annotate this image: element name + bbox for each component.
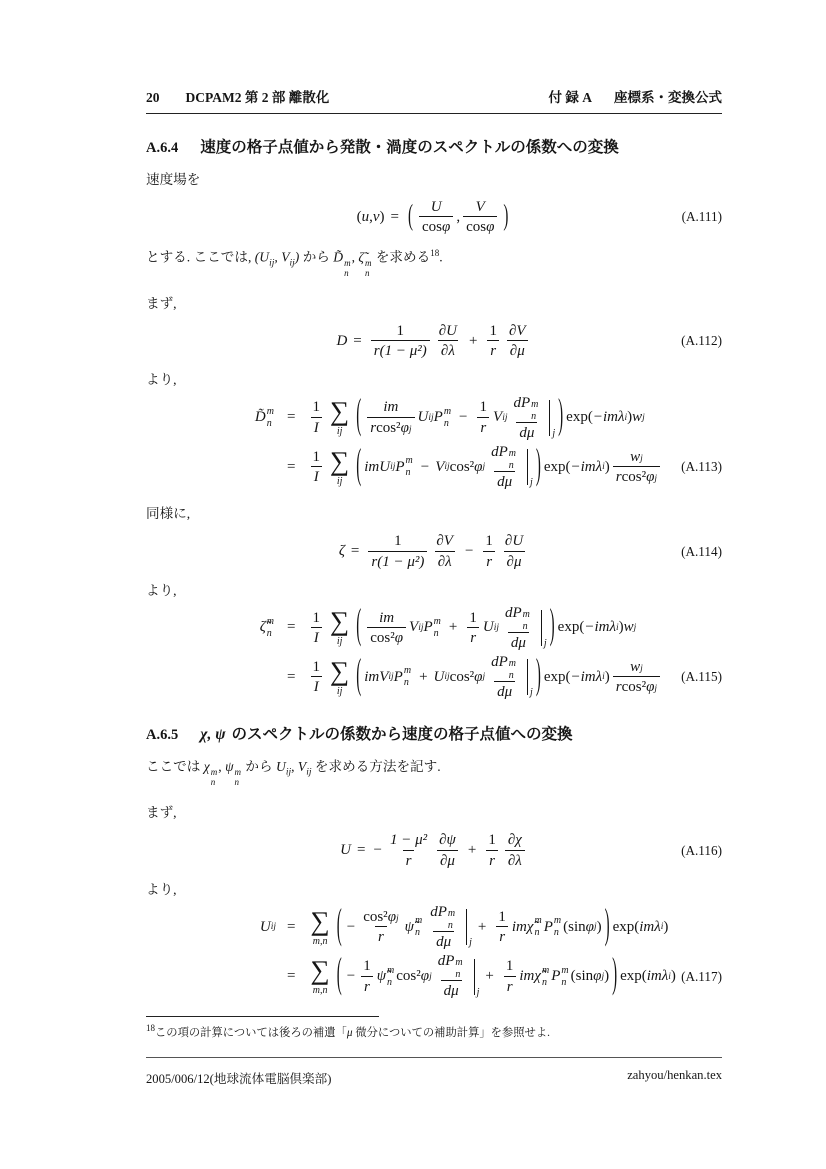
footnote-text: $^{18}$この項の計算については後ろの補遺「μ 微分についての補助計算」を参照せよ. (146, 1023, 550, 1039)
equation-a117 (228, 903, 722, 1001)
big-paren: ( (336, 952, 342, 998)
equation-tag: (A.116) (681, 842, 722, 858)
fraction: ∂χ ∂λ (505, 831, 525, 870)
equation-tag: (A.111) (681, 209, 722, 225)
fraction: $\frac{1}{r}$ (466, 609, 480, 648)
section-title: のスペクトルの係数から速度の格子点値への変換 (231, 726, 573, 744)
supsub-mn: m n (266, 405, 274, 429)
big-paren: ) (503, 200, 509, 233)
fraction: dP m n dμ (504, 604, 530, 651)
equation-line: = $\frac{1}{I}$ ∑ ij ( im V ij P m n + U ij cos² φ j dP m n dμ j ) exp ( −imλ i ) w j r cos² φ j (A.115) (287, 653, 722, 701)
section-title-math: χ, ψ (200, 726, 226, 744)
big-paren: ) (558, 393, 564, 439)
paragraph-douyou: 同様に, (146, 506, 191, 522)
fraction: w j r cos² φ j (613, 448, 660, 487)
fraction: dP m n dμ (513, 394, 539, 441)
eval-at-bar: j (527, 449, 533, 485)
page-number: 20 (146, 90, 160, 105)
equation-tag: (A.117) (681, 968, 722, 984)
section-number: A.6.4 (146, 140, 179, 156)
fraction: dP m n dμ (430, 904, 456, 951)
eval-at-bar: j (466, 909, 472, 945)
paragraph-velocity-field: 速度場を (146, 172, 201, 187)
fraction: $\frac{1}{r}$ (503, 957, 517, 996)
equation-a116: U = − $\frac{\text{1 − μ²}}{r}$ ∂ψ ∂μ + $\frac{1}{r}$ ∂χ ∂λ (A.116) (340, 832, 722, 869)
fraction: $\frac{1}{I}$ (312, 399, 320, 436)
footnote-reference: 18 (430, 248, 440, 259)
equation-tag: (A.112) (681, 333, 722, 349)
supsub-mn: m n (344, 257, 351, 278)
big-paren: ( (356, 443, 362, 488)
fraction: $\frac{1}{r}$ (485, 831, 499, 870)
header-right-title: 座標系・変換公式 (614, 90, 722, 105)
fraction: $\frac{\text{1 − μ²}}{r}$ (389, 832, 428, 869)
fraction: dP m n dμ (437, 953, 463, 1000)
fraction: $\frac{1}{I}$ (312, 609, 320, 646)
big-paren: ( (408, 200, 413, 233)
eval-at-bar: j (549, 400, 555, 436)
page-footer (146, 1057, 722, 1087)
equation-tag: (A.113) (681, 459, 722, 474)
equation-a114: ζ = $\frac{1}{\text{r(1 − μ²)}}$ ∂V ∂λ − $\frac{1}{r}$ ∂U ∂μ (A.114) (338, 533, 722, 570)
fraction: dP m n dμ (491, 443, 517, 490)
page-header (146, 86, 722, 114)
fraction: dP m n dμ (491, 654, 517, 701)
big-paren: ( (356, 604, 362, 649)
fraction: $\frac{1}{\text{r(1 − μ²)}}$ (371, 322, 430, 361)
big-paren: ( (356, 393, 362, 439)
footnote-marker: 18 (146, 1023, 155, 1033)
big-paren: ( (336, 903, 342, 949)
fraction: V cos φ (463, 198, 497, 237)
big-paren: ) (549, 604, 555, 649)
big-paren: ) (604, 903, 610, 949)
fraction: cos² φ j r (363, 908, 399, 946)
equation-a115 (228, 604, 722, 702)
header-appendix-label: 付 録 A (548, 90, 592, 105)
fraction: ∂V ∂μ (506, 322, 529, 361)
paragraph-yori: より, (146, 881, 177, 897)
equation-line: D̃ m n = $\frac{1}{I}$ ∑ ij ( im r cos² φ j U ij P m n − $\frac{1}{r}$ V ij dP m n dμ j ) exp ( −imλ i ) w j (254, 393, 645, 441)
footnote-rule (146, 1016, 379, 1017)
equation-tag: (A.114) (681, 543, 722, 559)
equation-line: = $\frac{1}{I}$ ∑ ij ( im U ij P m n − V ij cos² φ j dP m n dμ j ) exp ( −imλ i ) w j r cos² φ j (A.113) (287, 443, 722, 490)
summation: ∑ ij (329, 655, 350, 697)
page-content (146, 86, 722, 1005)
fraction: ∂U ∂λ (438, 322, 457, 360)
footnote (146, 1016, 722, 1042)
summation: ∑ ij (329, 445, 350, 487)
fraction: w j r cos² φ j (613, 658, 660, 697)
fraction: $\frac{1}{r}$ (360, 957, 374, 996)
fraction: U cos φ (419, 198, 453, 237)
footer-right: zahyou/henkan.tex (627, 1068, 722, 1082)
equation-a112: D = $\frac{1}{\text{r(1 − μ²)}}$ ∂U ∂λ + $\frac{1}{r}$ ∂V ∂μ (A.112) (336, 322, 722, 360)
equation-line: U ij = ∑ m,n ( − cos² φ j r ψ̃ m n dP m n dμ j + $\frac{1}{r}$ im χ̃ m n P m n ( sin φ j ) ) exp ( imλ i ) (259, 903, 669, 951)
header-right (549, 86, 723, 106)
paragraph-yori: より, (146, 372, 177, 388)
big-paren: ) (535, 653, 541, 699)
eval-at-bar: j (527, 659, 533, 695)
paragraph-mazu: まず, (146, 805, 177, 821)
paragraph-yori: より, (146, 582, 177, 598)
big-paren: ) (535, 443, 541, 488)
big-paren: ) (612, 952, 618, 998)
fraction: $\frac{1}{I}$ (312, 658, 320, 696)
equation-tag: (A.115) (681, 669, 722, 685)
paragraph-kokodewa: ここでは χ m n , ψ m n から $U_{ij}$, $V_{ij}$ を求める方法を記す. (146, 759, 441, 788)
paragraph-mazu: まず, (146, 295, 177, 311)
section-number: A.6.5 (146, 727, 179, 744)
big-paren: ( (356, 653, 362, 699)
equation-line: ζ̃ m n = $\frac{1}{I}$ ∑ ij ( im cos² φ V ij P m n + $\frac{1}{r}$ U ij dP m n dμ j ) exp ( −imλ i ) w j (259, 604, 637, 651)
supsub-mn: m n (364, 257, 372, 278)
summation: ∑ m,n (310, 905, 330, 947)
fraction: $\frac{1}{r}$ (477, 398, 491, 437)
equation-a113 (228, 394, 722, 492)
equation-line: = ∑ m,n ( − $\frac{1}{r}$ ψ̃ m n cos² φ j dP m n dμ j + $\frac{1}{r}$ im χ̃ m n P m n ( sin φ j ) ) exp ( imλ i ) (A.117) (287, 952, 722, 1000)
summation: ∑ m,n (310, 955, 330, 997)
fraction: im r cos² φ j (367, 398, 414, 437)
fraction: $\frac{1}{\text{r(1 − μ²)}}$ (368, 532, 427, 571)
fraction: $\frac{1}{I}$ (312, 448, 320, 485)
eval-at-bar: j (541, 610, 547, 646)
section-heading-a65 (146, 722, 722, 744)
eval-at-bar: j (474, 959, 480, 995)
fraction: ∂V ∂λ (436, 533, 453, 570)
fraction: ∂U ∂μ (504, 533, 524, 570)
header-left-title: DCPAM2 第 2 部 離散化 (185, 90, 330, 105)
fraction: ∂ψ ∂μ (436, 831, 459, 870)
section-title: 速度の格子点値から発散・渦度のスペクトルの係数への変換 (200, 139, 619, 156)
equation-a111: ( u , v ) = ( U cos φ , V cos φ ) (A.111) (356, 199, 722, 236)
section-heading-a64 (146, 135, 722, 157)
summation: ∑ ij (329, 606, 350, 648)
footer-left: 2005/006/12(地球流体電脳倶楽部) (146, 1072, 332, 1086)
paragraph-tosuru: とする. ここでは, ($U_{ij}$, $V_{ij}$) から D̃ m n , ζ̃ m n を求める$^{18}$. (146, 248, 443, 278)
summation: ∑ ij (329, 396, 350, 438)
fraction: im cos² φ (367, 609, 406, 648)
fraction: $\frac{1}{r}$ (486, 322, 500, 361)
fraction: $\frac{1}{r}$ (495, 908, 509, 947)
fraction: $\frac{1}{r}$ (482, 532, 496, 571)
